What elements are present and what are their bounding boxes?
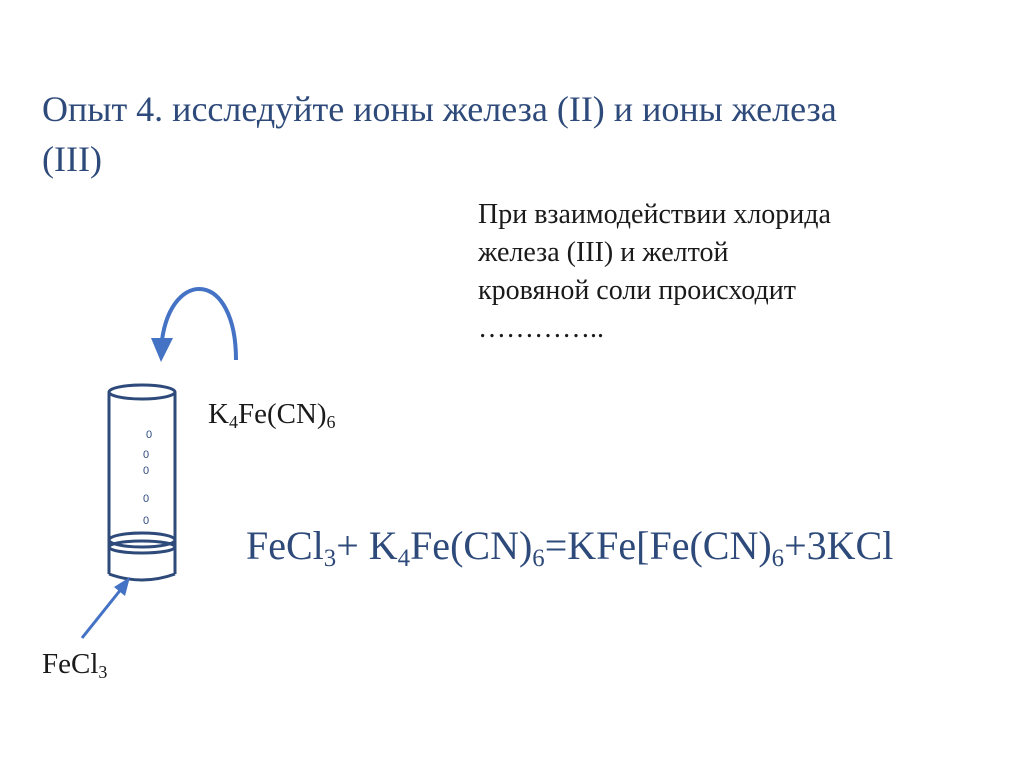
- reaction-equation: FeCl$_3$+ $K_4Fe(CN)_6=KFe[Fe(CN)_6+3KCl$: [246, 523, 894, 572]
- reagent-label: $K_4Fe(CN)_6$: [208, 398, 336, 433]
- bubble-mark: 0: [143, 493, 150, 505]
- slide-title: Опыт 4. исследуйте ионы железа (II) и ионы железа (III): [42, 89, 837, 179]
- bubble-mark: 0: [146, 429, 153, 441]
- observation-note: При взаимодействии хлорида железа (III) и желтой кровяной соли происходит …………..: [478, 199, 831, 344]
- bubble-mark: 0: [143, 449, 150, 461]
- bubble-mark: 0: [143, 465, 150, 477]
- curved-add-arrow: [162, 289, 236, 360]
- test-tube-icon: [109, 385, 175, 580]
- fecl3-label: FeCl$_3$: [42, 648, 108, 683]
- pointer-arrow-line: [82, 588, 122, 638]
- bubble-mark: 0: [143, 515, 150, 527]
- curved-arrow-head: [151, 338, 173, 362]
